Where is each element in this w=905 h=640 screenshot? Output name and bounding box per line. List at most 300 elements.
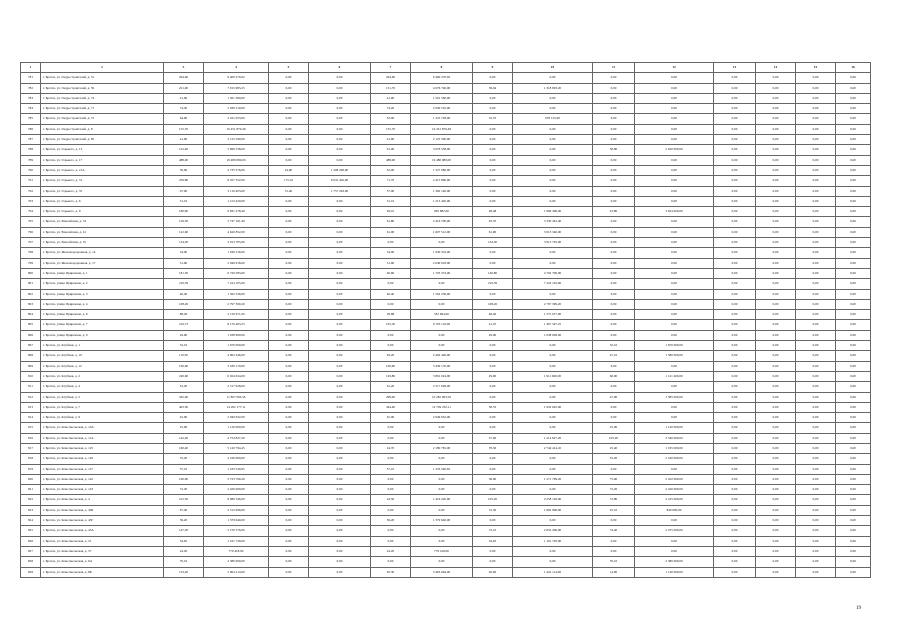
value-cell: 0,00	[593, 361, 635, 371]
value-cell: 0,00	[513, 73, 593, 83]
table-row	[21, 73, 871, 83]
value-cell: 0,00	[309, 516, 371, 526]
table-body	[21, 63, 871, 578]
value-cell: 0,00	[796, 474, 836, 484]
value-cell: 48,40	[473, 310, 513, 320]
value-cell: 3 119 403,00	[204, 186, 269, 196]
row-number-cell: 784	[21, 104, 41, 114]
value-cell: 41,60	[164, 135, 204, 145]
value-cell: 2 160 000,00	[204, 454, 269, 464]
value-cell: 0,00	[269, 536, 309, 546]
value-cell: 0,00	[371, 474, 411, 484]
value-cell: 0,00	[756, 413, 796, 423]
row-number-cell: 821	[21, 485, 41, 495]
table-row	[21, 402, 871, 412]
address-cell: г. Братск, ул. Комсомольская, д. 4	[41, 495, 164, 505]
value-cell: 0,00	[269, 485, 309, 495]
value-cell: 32,00	[371, 114, 411, 124]
value-cell: 0,00	[593, 104, 635, 114]
value-cell: 0,00	[309, 268, 371, 278]
value-cell: 0,00	[309, 526, 371, 536]
value-cell: 0,00	[756, 371, 796, 381]
value-cell: 0,00	[309, 423, 371, 433]
value-cell: 2 420 000,00	[204, 485, 269, 495]
value-cell: 61,90	[473, 227, 513, 237]
value-cell: 61,80	[371, 217, 411, 227]
value-cell: 0,00	[593, 546, 635, 556]
row-number-cell: 788	[21, 145, 41, 155]
value-cell: 0,00	[513, 165, 593, 175]
value-cell: 0,00	[796, 279, 836, 289]
value-cell: 0,00	[309, 567, 371, 577]
value-cell: 0,00	[473, 145, 513, 155]
value-cell: 0,00	[796, 155, 836, 165]
value-cell: 2 221 053,00	[204, 114, 269, 124]
value-cell: 0,00	[411, 505, 473, 515]
column-number-cell: 2	[41, 63, 164, 73]
value-cell: 0,00	[836, 279, 871, 289]
value-cell: 74,40	[593, 526, 635, 536]
value-cell: 0,00	[309, 557, 371, 567]
value-cell: 1 120 000,00	[635, 423, 714, 433]
value-cell: 0,00	[756, 93, 796, 103]
value-cell: 0,00	[309, 114, 371, 124]
value-cell: 0,00	[309, 382, 371, 392]
value-cell: 0,00	[593, 217, 635, 227]
value-cell: 2 744 414,45	[513, 443, 593, 453]
value-cell: 0,00	[796, 526, 836, 536]
value-cell: 0,00	[756, 104, 796, 114]
value-cell: 0,00	[269, 464, 309, 474]
value-cell: 0,00	[714, 145, 756, 155]
value-cell: 0,00	[796, 186, 836, 196]
value-cell: 1 161 720,00	[513, 536, 593, 546]
value-cell: 0,00	[473, 258, 513, 268]
value-cell: 0,00	[593, 413, 635, 423]
value-cell: 2 160 000,00	[635, 454, 714, 464]
value-cell: 24,20	[164, 546, 204, 556]
value-cell: 2 402 446,00	[411, 351, 473, 361]
row-number-cell: 800	[21, 268, 41, 278]
value-cell: 0,00	[836, 474, 871, 484]
value-cell: 0,00	[593, 238, 635, 248]
value-cell: 0,00	[714, 207, 756, 217]
value-cell: 0,00	[836, 135, 871, 145]
value-cell: 0,00	[796, 248, 836, 258]
address-cell: г. Братск, ул. Енисейская, д. 33	[41, 217, 164, 227]
value-cell: 0,00	[796, 196, 836, 206]
value-cell: 151,70	[371, 83, 411, 93]
value-cell: 0,00	[796, 495, 836, 505]
value-cell: 0,00	[309, 227, 371, 237]
value-cell: 0,00	[411, 485, 473, 495]
value-cell: 0,00	[513, 516, 593, 526]
value-cell: 0,00	[269, 145, 309, 155]
address-cell: г. Братск, ул. Гидростроителей, д. 71	[41, 104, 164, 114]
value-cell: 978 125,00	[513, 114, 593, 124]
value-cell: 28,48	[473, 207, 513, 217]
value-cell: 180,90	[164, 207, 204, 217]
value-cell: 32,10	[593, 341, 635, 351]
table-row	[21, 238, 871, 248]
row-number-cell: 815	[21, 423, 41, 433]
value-cell: 0,00	[756, 485, 796, 495]
address-cell: г. Братск, ул. Комсомольская, д. 51	[41, 536, 164, 546]
value-cell: 0,00	[513, 341, 593, 351]
table-row	[21, 114, 871, 124]
value-cell: 122,40	[164, 145, 204, 155]
value-cell: 6 703 116,00	[411, 320, 473, 330]
value-cell: 0,00	[714, 238, 756, 248]
value-cell: 0,00	[796, 351, 836, 361]
value-cell: 0,00	[635, 93, 714, 103]
value-cell: 4 702 790,00	[513, 268, 593, 278]
value-cell: 0,00	[269, 207, 309, 217]
value-cell: 0,00	[593, 155, 635, 165]
value-cell: 19 480 080,00	[204, 155, 269, 165]
value-cell: 0,00	[513, 413, 593, 423]
value-cell: 0,00	[635, 310, 714, 320]
value-cell: 0,00	[309, 371, 371, 381]
value-cell: 0,00	[593, 464, 635, 474]
value-cell: 0,00	[269, 526, 309, 536]
column-number-cell: 5	[269, 63, 309, 73]
value-cell: 2 949 632,00	[411, 413, 473, 423]
value-cell: 0,00	[635, 73, 714, 83]
value-cell: 0,00	[309, 155, 371, 165]
value-cell: 0,00	[309, 495, 371, 505]
address-cell: г. Братск, ул. Комсомольская, д. 127	[41, 464, 164, 474]
value-cell: 488,00	[371, 155, 411, 165]
value-cell: 0,00	[796, 310, 836, 320]
table-row	[21, 567, 871, 577]
value-cell: 0,00	[513, 93, 593, 103]
value-cell: 0,00	[836, 454, 871, 464]
value-cell: 0,00	[473, 454, 513, 464]
value-cell: 0,00	[269, 104, 309, 114]
value-cell: 0,00	[796, 73, 836, 83]
value-cell: 0,00	[473, 104, 513, 114]
column-number-cell: 6	[309, 63, 371, 73]
value-cell: 0,00	[836, 485, 871, 495]
value-cell: 0,00	[836, 557, 871, 567]
value-cell: 0,00	[836, 505, 871, 515]
value-cell: 0,00	[635, 536, 714, 546]
value-cell: 1 580 000,00	[635, 351, 714, 361]
value-cell: 41,90	[371, 93, 411, 103]
column-number-cell: 8	[411, 63, 473, 73]
value-cell: 0,00	[796, 207, 836, 217]
value-cell: 0,00	[473, 135, 513, 145]
value-cell: 0,00	[593, 135, 635, 145]
value-cell: 0,00	[756, 155, 796, 165]
table-row	[21, 320, 871, 330]
address-cell: г. Братск, ул. Клубная, д. 9	[41, 413, 164, 423]
row-number-cell: 806	[21, 330, 41, 340]
value-cell: 0,00	[269, 258, 309, 268]
row-number-cell: 827	[21, 546, 41, 556]
value-cell: 24,90	[269, 165, 309, 175]
value-cell: 4 002 446,00	[204, 351, 269, 361]
value-cell: 0,00	[756, 464, 796, 474]
value-cell: 134,30	[164, 238, 204, 248]
row-number-cell: 823	[21, 505, 41, 515]
value-cell: 1 038 909,00	[513, 330, 593, 340]
value-cell: 0,00	[513, 155, 593, 165]
value-cell: 0,00	[836, 145, 871, 155]
value-cell: 0,00	[796, 413, 836, 423]
value-cell: 3 463 664,00	[411, 567, 473, 577]
value-cell: 0,00	[714, 423, 756, 433]
value-cell: 0,00	[473, 289, 513, 299]
row-number-cell: 812	[21, 392, 41, 402]
value-cell: 0,00	[756, 83, 796, 93]
table-row	[21, 93, 871, 103]
table-row	[21, 382, 871, 392]
table-row	[21, 207, 871, 217]
value-cell: 0,00	[714, 433, 756, 443]
value-cell: 0,00	[593, 248, 635, 258]
value-cell: 0,00	[756, 351, 796, 361]
value-cell: 0,00	[836, 114, 871, 124]
value-cell: 0,00	[473, 93, 513, 103]
value-cell: 0,00	[309, 464, 371, 474]
address-cell: г. Братск, ул. Комсомольская, д. 45А	[41, 526, 164, 536]
value-cell: 0,00	[593, 227, 635, 237]
value-cell: 56,90	[164, 165, 204, 175]
address-cell: г. Братск, улица Приречная, д. 6	[41, 310, 164, 320]
value-cell: 41,60	[371, 135, 411, 145]
value-cell: 0,00	[593, 196, 635, 206]
value-cell: 0,00	[836, 361, 871, 371]
value-cell: 0,00	[756, 474, 796, 484]
address-cell: г. Братск, ул. Комсомольская, д. 142	[41, 474, 164, 484]
value-cell: 34,65	[473, 536, 513, 546]
value-cell: 0,00	[269, 299, 309, 309]
value-cell: 0,00	[756, 330, 796, 340]
value-cell: 0,00	[513, 382, 593, 392]
table-row	[21, 485, 871, 495]
value-cell: 2 517 028,00	[411, 382, 473, 392]
value-cell: 0,00	[714, 217, 756, 227]
value-cell: 0,00	[309, 392, 371, 402]
value-cell: 0,00	[756, 557, 796, 567]
value-cell: 1 703 374,00	[411, 268, 473, 278]
value-cell: 32,10	[164, 341, 204, 351]
value-cell: 2 930 510,00	[411, 104, 473, 114]
value-cell: 0,00	[836, 433, 871, 443]
column-number-cell: 1	[21, 63, 41, 73]
value-cell: 34,00	[164, 248, 204, 258]
value-cell: 0,00	[411, 423, 473, 433]
value-cell: 0,00	[269, 341, 309, 351]
value-cell: 0,00	[309, 217, 371, 227]
value-cell: 0,00	[371, 557, 411, 567]
address-cell: г. Братск, ул. Комсомольская, д. 6А	[41, 557, 164, 567]
value-cell: 0,00	[309, 536, 371, 546]
value-cell: 1 585 000,00	[635, 392, 714, 402]
value-cell: 122,60	[164, 227, 204, 237]
table-row	[21, 351, 871, 361]
address-cell: г. Братск, ул. Комсомольская, д. 126	[41, 454, 164, 464]
value-cell: 0,00	[635, 135, 714, 145]
value-cell: 181,30	[164, 268, 204, 278]
value-cell: 0,00	[513, 423, 593, 433]
value-cell: 0,00	[635, 104, 714, 114]
table-row	[21, 289, 871, 299]
value-cell: 61,20	[164, 382, 204, 392]
value-cell: 29,10	[371, 207, 411, 217]
table-row	[21, 330, 871, 340]
value-cell: 0,00	[513, 361, 593, 371]
value-cell: 0,00	[513, 176, 593, 186]
value-cell: 0,00	[714, 165, 756, 175]
value-cell: 0,00	[635, 299, 714, 309]
value-cell: 70,10	[593, 557, 635, 567]
value-cell: 34,65	[164, 536, 204, 546]
value-cell: 0,00	[309, 413, 371, 423]
value-cell: 100,60	[164, 361, 204, 371]
value-cell: 0,00	[836, 516, 871, 526]
column-number-cell: 13	[714, 63, 756, 73]
value-cell: 25,00	[593, 423, 635, 433]
value-cell: 0,00	[756, 279, 796, 289]
value-cell: 0,00	[756, 258, 796, 268]
row-number-cell: 828	[21, 557, 41, 567]
value-cell: 581 694,00	[411, 310, 473, 320]
value-cell: 140,80	[473, 268, 513, 278]
row-number-cell: 783	[21, 93, 41, 103]
value-cell: 0,00	[309, 145, 371, 155]
value-cell: 0,00	[836, 155, 871, 165]
value-cell: 0,00	[411, 433, 473, 443]
value-cell: 8 457 352,00	[204, 176, 269, 186]
value-cell: 0,00	[473, 248, 513, 258]
value-cell: 0,00	[371, 330, 411, 340]
value-cell: 0,00	[756, 196, 796, 206]
value-cell: 0,00	[635, 464, 714, 474]
value-cell: 0,00	[635, 124, 714, 134]
value-cell: 0,00	[796, 536, 836, 546]
value-cell: 0,00	[756, 433, 796, 443]
value-cell: 100,00	[164, 474, 204, 484]
address-cell: г. Братск, ул. Комсомольская, д. 57	[41, 546, 164, 556]
address-cell: г. Братск, ул. Енисейская, д. 55	[41, 238, 164, 248]
value-cell: 97,00	[164, 186, 204, 196]
address-cell: г. Братск, ул. Гидростроителей, д. 82	[41, 135, 164, 145]
value-cell: 0,00	[473, 165, 513, 175]
value-cell: 0,00	[473, 73, 513, 83]
table-row	[21, 104, 871, 114]
value-cell: 0,00	[796, 93, 836, 103]
value-cell: 97,40	[164, 505, 204, 515]
value-cell: 72,10	[473, 526, 513, 536]
value-cell: 0,00	[635, 268, 714, 278]
value-cell: 0,00	[473, 361, 513, 371]
value-cell: 0,00	[593, 176, 635, 186]
value-cell: 0,00	[714, 83, 756, 93]
value-cell: 37,10	[164, 464, 204, 474]
row-number-cell: 818	[21, 454, 41, 464]
value-cell: 3 540 000,00	[635, 433, 714, 443]
table-row	[21, 83, 871, 93]
value-cell: 0,00	[836, 464, 871, 474]
table-row	[21, 443, 871, 453]
value-cell: 93,70	[473, 217, 513, 227]
value-cell: 105,20	[593, 433, 635, 443]
value-cell: 0,00	[593, 320, 635, 330]
value-cell: 25,40	[593, 443, 635, 453]
value-cell: 0,00	[756, 392, 796, 402]
value-cell: 0,00	[635, 196, 714, 206]
value-cell: 3 330 461,40	[513, 217, 593, 227]
value-cell: 3 913 705,00	[513, 238, 593, 248]
value-cell: 0,00	[796, 433, 836, 443]
value-cell: 0,00	[836, 104, 871, 114]
address-cell: г. Братск, ул. Гидростроителей, д. 74	[41, 93, 164, 103]
value-cell: 0,00	[796, 423, 836, 433]
value-cell: 31,60	[164, 258, 204, 268]
value-cell: 29,90	[473, 371, 513, 381]
value-cell: 3 439 170,00	[204, 361, 269, 371]
value-cell: 344,40	[371, 402, 411, 412]
value-cell: 9 400 270,92	[204, 73, 269, 83]
value-cell: 2 180 765,00	[411, 443, 473, 453]
table-row	[21, 423, 871, 433]
value-cell: 0,00	[836, 413, 871, 423]
value-cell: 74,20	[164, 104, 204, 114]
value-cell: 0,00	[635, 320, 714, 330]
value-cell: 1 562 236,00	[204, 289, 269, 299]
value-cell: 155,70	[371, 124, 411, 134]
value-cell: 220,60	[164, 371, 204, 381]
value-cell: 8 089 346,00	[204, 495, 269, 505]
value-cell: 0,00	[593, 330, 635, 340]
value-cell: 0,00	[756, 402, 796, 412]
value-cell: 0,00	[593, 165, 635, 175]
value-cell: 0,00	[714, 93, 756, 103]
value-cell: 4 754 827,20	[204, 433, 269, 443]
value-cell: 3 654 000,00	[635, 207, 714, 217]
value-cell: 0,00	[836, 351, 871, 361]
value-cell: 0,00	[309, 83, 371, 93]
value-cell: 0,00	[836, 320, 871, 330]
value-cell: 0,00	[371, 536, 411, 546]
address-cell: г. Братск, ул. Комсомольская, д. 11А	[41, 433, 164, 443]
value-cell: 1 467 347,25	[513, 320, 593, 330]
value-cell: 2 416 700,00	[411, 217, 473, 227]
value-cell: 5 004 214,00	[204, 567, 269, 577]
value-cell: 0,00	[796, 135, 836, 145]
value-cell: 0,00	[269, 454, 309, 464]
value-cell: 0,00	[269, 83, 309, 93]
value-cell: 0,00	[714, 341, 756, 351]
value-cell: 779 418,00	[204, 546, 269, 556]
value-cell: 0,00	[513, 546, 593, 556]
value-cell: 0,00	[513, 351, 593, 361]
row-number-cell: 817	[21, 443, 41, 453]
value-cell: 2 517 028,00	[204, 382, 269, 392]
value-cell: 88,26	[164, 310, 204, 320]
row-number-cell: 793	[21, 196, 41, 206]
value-cell: 0,00	[593, 124, 635, 134]
value-cell: 0,00	[796, 176, 836, 186]
row-number-cell: 803	[21, 299, 41, 309]
value-cell: 0,00	[269, 351, 309, 361]
table-row	[21, 536, 871, 546]
value-cell: 0,00	[513, 485, 593, 495]
value-cell: 0,00	[513, 135, 593, 145]
